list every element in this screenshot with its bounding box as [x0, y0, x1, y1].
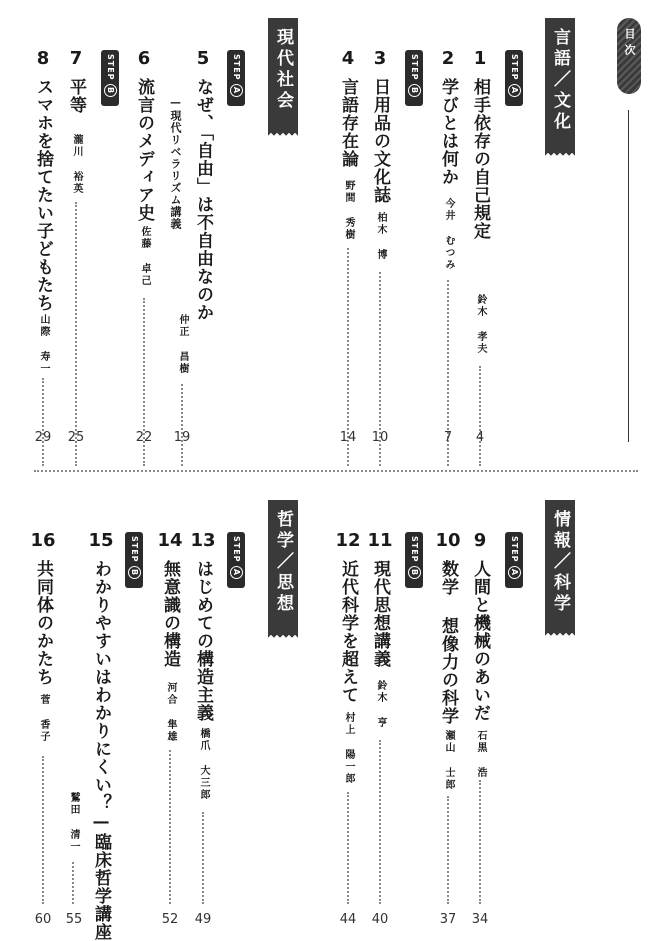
- entry-author: 菅 香子: [38, 694, 49, 743]
- entry-author: 村上 陽一郎: [343, 712, 354, 785]
- entry-title: なぜ、「自由」は不自由なのか: [193, 78, 213, 322]
- step-badge-a: [505, 532, 523, 588]
- entry-title: 無意識の構造: [160, 560, 180, 668]
- entry-number: 4: [341, 48, 355, 69]
- entry-page: 7: [443, 430, 453, 445]
- entry-page: 4: [475, 430, 485, 445]
- step-badge-a: [505, 50, 523, 106]
- entry-number: 13: [190, 530, 216, 551]
- entry-page: 29: [34, 430, 52, 445]
- entry-number: 1: [473, 48, 487, 69]
- entry-number: 12: [335, 530, 361, 551]
- leader-dots: [169, 750, 171, 904]
- entry-number: 9: [473, 530, 487, 551]
- entry-number: 15: [88, 530, 114, 551]
- category-gengo-bunka: [545, 18, 575, 164]
- entry-page: 14: [339, 430, 357, 445]
- entry-number: 2: [441, 48, 455, 69]
- step-label: STEP: [410, 536, 419, 563]
- step-badge-b: [405, 50, 423, 106]
- leader-dots: [202, 812, 204, 904]
- leader-dots: [181, 384, 183, 466]
- entry-author: 鈴木 亨: [375, 680, 386, 729]
- entry-title: 相手依存の自己規定: [470, 78, 490, 240]
- entry-page: 49: [194, 912, 212, 927]
- entry-page: 34: [471, 912, 489, 927]
- entry-author: 石黒 浩: [475, 730, 486, 779]
- entry-title: 近代科学を超えて: [338, 560, 358, 704]
- leader-dots: [479, 780, 481, 904]
- entry-author: 橋爪 大三郎: [198, 728, 209, 801]
- step-label: STEP: [232, 536, 241, 563]
- entry-number: 14: [157, 530, 183, 551]
- entry-page: 10: [371, 430, 389, 445]
- category-label: 現代社会: [273, 28, 293, 112]
- entry-number: 7: [69, 48, 83, 69]
- entry-author: 瀧川 裕英: [71, 134, 82, 195]
- entry-author: 瀬山 士郎: [443, 730, 454, 791]
- leader-dots: [347, 792, 349, 904]
- entry-title: 人間と機械のあいだ: [470, 560, 490, 722]
- category-gendai-shakai: [268, 18, 298, 144]
- step-label: STEP: [232, 54, 241, 81]
- entry-title: 言語存在論: [338, 78, 358, 168]
- step-badge-a: [227, 532, 245, 588]
- step-label: STEP: [510, 536, 519, 563]
- step-letter: B: [105, 86, 115, 94]
- entry-number: 16: [30, 530, 56, 551]
- entry-title: 日用品の文化誌: [370, 78, 390, 204]
- step-label: STEP: [130, 536, 139, 563]
- entry-author: 山際 寿一: [38, 314, 49, 375]
- step-label: STEP: [106, 54, 115, 81]
- step-letter: A: [509, 568, 519, 576]
- category-label: 情報／科学: [550, 510, 570, 615]
- entry-page: 55: [65, 912, 83, 927]
- step-letter: B: [409, 86, 419, 94]
- leader-dots: [447, 796, 449, 904]
- mokuji-label: 目次: [623, 28, 636, 60]
- entry-author: 仲正 昌樹: [177, 314, 188, 375]
- entry-author: 鷲田 清一: [68, 792, 79, 853]
- step-letter: A: [231, 86, 241, 94]
- entry-number: 6: [137, 48, 151, 69]
- category-tetsugaku-shiso: [268, 500, 298, 646]
- entry-title: 現代思想講義: [370, 560, 390, 668]
- leader-dots: [379, 740, 381, 904]
- entry-number: 3: [373, 48, 387, 69]
- entry-title: 共同体のかたち: [33, 560, 53, 686]
- entry-page: 37: [439, 912, 457, 927]
- entry-title: 流言のメディア史: [134, 78, 154, 222]
- entry-author: 野間 秀樹: [343, 180, 354, 241]
- step-badge-a: [227, 50, 245, 106]
- step-badge-b: [405, 532, 423, 588]
- step-label: STEP: [410, 54, 419, 81]
- category-label: 哲学／思想: [273, 510, 293, 615]
- entry-title: 平等: [66, 78, 86, 114]
- entry-title: 数学 想像力の科学: [438, 560, 458, 725]
- entry-author: 鈴木 孝夫: [475, 294, 486, 355]
- leader-dots: [75, 202, 77, 466]
- entry-title: わかりやすいはわかりにくい？—臨床哲学講座: [91, 560, 111, 941]
- entry-page: 40: [371, 912, 389, 927]
- entry-page: 19: [173, 430, 191, 445]
- entry-page: 25: [67, 430, 85, 445]
- category-joho-kagaku: [545, 500, 575, 644]
- entry-author: 河合 隼雄: [165, 682, 176, 743]
- entry-number: 11: [367, 530, 393, 551]
- step-letter: B: [129, 568, 139, 576]
- mokuji-rule: [628, 110, 629, 442]
- entry-number: 10: [435, 530, 461, 551]
- entry-page: 44: [339, 912, 357, 927]
- leader-dots: [42, 756, 44, 904]
- entry-page: 52: [161, 912, 179, 927]
- step-letter: A: [231, 568, 241, 576]
- category-label: 言語／文化: [550, 28, 570, 133]
- mokuji-badge: [617, 18, 641, 94]
- step-letter: B: [409, 568, 419, 576]
- leader-dots: [72, 862, 74, 904]
- entry-title: 学びとは何か: [438, 78, 458, 186]
- leader-dots: [479, 366, 481, 466]
- step-letter: A: [509, 86, 519, 94]
- entry-author: 今井 むつみ: [443, 198, 454, 271]
- entry-title: スマホを捨てたい子どもたち: [33, 78, 53, 312]
- entry-subtitle: —現代リベラリズム講義: [169, 96, 182, 230]
- entry-number: 8: [36, 48, 50, 69]
- entry-number: 5: [196, 48, 210, 69]
- step-badge-b: [101, 50, 119, 106]
- leader-dots: [42, 378, 44, 466]
- entry-author: 佐藤 卓己: [139, 226, 150, 287]
- entry-page: 22: [135, 430, 153, 445]
- step-label: STEP: [510, 54, 519, 81]
- entry-page: 60: [34, 912, 52, 927]
- entry-author: 柏木 博: [375, 212, 386, 261]
- step-badge-b: [125, 532, 143, 588]
- section-divider: [34, 470, 638, 472]
- entry-title: はじめての構造主義: [193, 560, 213, 722]
